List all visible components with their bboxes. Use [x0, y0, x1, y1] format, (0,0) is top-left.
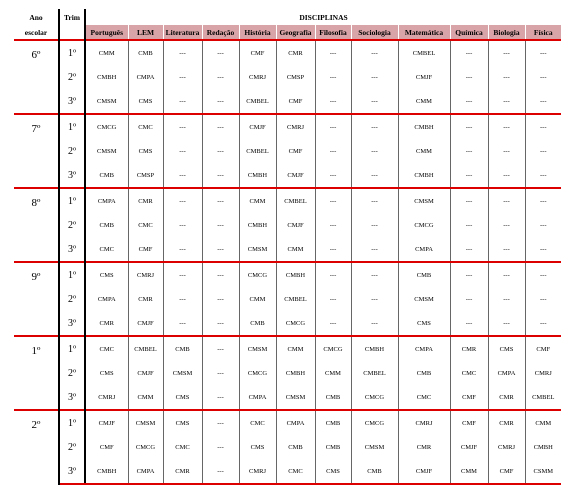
assignment-cell: CMS — [488, 336, 525, 361]
assignment-cell: --- — [351, 163, 398, 188]
assignment-cell: --- — [202, 459, 239, 484]
assignment-cell: --- — [450, 213, 488, 237]
assignment-cell: --- — [202, 385, 239, 410]
table-row — [14, 89, 561, 114]
assignment-cell: CMC — [85, 237, 128, 262]
assignment-cell: --- — [450, 139, 488, 163]
assignment-cell: --- — [525, 89, 561, 114]
assignment-cell: CMSM — [239, 237, 276, 262]
assignment-cell: CMM — [525, 410, 561, 435]
assignment-cell: CMBH — [276, 262, 315, 287]
assignment-cell: CMF — [85, 435, 128, 459]
disciplinas-header: DISCIPLINAS — [299, 12, 348, 22]
table-row — [14, 262, 561, 287]
assignment-cell: --- — [488, 262, 525, 287]
assignment-cell: CMM — [276, 237, 315, 262]
assignment-cell: --- — [488, 89, 525, 114]
assignment-cell: CMF — [239, 40, 276, 65]
trimester-label: 3º — [59, 311, 85, 336]
assignment-cell: CMF — [128, 237, 163, 262]
assignment-cell: CMBEL — [276, 287, 315, 311]
table-row — [14, 213, 561, 237]
assignment-cell: --- — [488, 40, 525, 65]
assignment-cell: --- — [488, 188, 525, 213]
assignment-cell: CMC — [128, 114, 163, 139]
table-row — [14, 287, 561, 311]
ano-header: Ano — [14, 9, 59, 25]
assignment-cell: CMF — [488, 459, 525, 484]
assignment-cell: CMBH — [276, 361, 315, 385]
assignment-cell: --- — [488, 114, 525, 139]
assignment-cell: CMF — [450, 410, 488, 435]
assignment-cell: CMBEL — [239, 89, 276, 114]
assignment-cell: --- — [202, 89, 239, 114]
assignment-cell: --- — [315, 40, 351, 65]
assignment-cell: --- — [163, 139, 202, 163]
assignment-cell: --- — [202, 114, 239, 139]
assignment-cell: --- — [450, 262, 488, 287]
assignment-cell: CMC — [239, 410, 276, 435]
trimester-label: 3º — [59, 385, 85, 410]
assignment-cell: --- — [163, 213, 202, 237]
assignment-cell: CMBEL — [239, 139, 276, 163]
subject-header: História — [239, 25, 276, 40]
assignment-cell: --- — [488, 163, 525, 188]
assignment-cell: CMSM — [239, 336, 276, 361]
assignment-cell: --- — [315, 139, 351, 163]
assignment-cell: CMR — [488, 410, 525, 435]
assignment-cell: CMBH — [85, 65, 128, 89]
assignment-cell: --- — [525, 311, 561, 336]
assignment-cell: --- — [525, 114, 561, 139]
table-row — [14, 139, 561, 163]
trimester-label: 3º — [59, 163, 85, 188]
assignment-cell: CMS — [315, 459, 351, 484]
subject-header: Redação — [202, 25, 239, 40]
assignment-cell: --- — [488, 311, 525, 336]
assignment-cell: CMJF — [276, 213, 315, 237]
assignment-cell: --- — [351, 139, 398, 163]
assignment-cell: CMSM — [128, 410, 163, 435]
assignment-cell: --- — [202, 213, 239, 237]
assignment-cell: CMPA — [239, 385, 276, 410]
assignment-cell: CMBH — [85, 459, 128, 484]
assignment-cell: --- — [315, 287, 351, 311]
assignment-cell: --- — [202, 435, 239, 459]
year-label: 1º — [14, 336, 59, 410]
assignment-cell: CMBH — [398, 114, 450, 139]
assignment-cell: --- — [202, 287, 239, 311]
table-row — [14, 237, 561, 262]
assignment-cell: --- — [351, 188, 398, 213]
trimester-label: 2º — [59, 139, 85, 163]
trimester-label: 1º — [59, 188, 85, 213]
subject-header: Filosofia — [315, 25, 351, 40]
assignment-cell: CMBEL — [525, 385, 561, 410]
assignment-cell: --- — [450, 65, 488, 89]
table-row — [14, 65, 561, 89]
assignment-cell: CMPA — [398, 336, 450, 361]
trimester-label: 2º — [59, 213, 85, 237]
assignment-cell: --- — [525, 139, 561, 163]
assignment-cell: --- — [202, 139, 239, 163]
trimester-label: 3º — [59, 459, 85, 484]
assignment-cell: CMB — [128, 40, 163, 65]
assignment-cell: CMPA — [398, 237, 450, 262]
assignment-cell: CMC — [276, 459, 315, 484]
assignment-cell: CMJF — [128, 311, 163, 336]
subject-header: Geografia — [276, 25, 315, 40]
assignment-cell: CMM — [239, 287, 276, 311]
trimester-label: 1º — [59, 40, 85, 65]
assignment-cell: CMS — [85, 361, 128, 385]
assignment-cell: CMRJ — [239, 65, 276, 89]
trimester-label: 1º — [59, 336, 85, 361]
assignment-cell: CMPA — [276, 410, 315, 435]
assignment-cell: CMB — [351, 459, 398, 484]
assignment-cell: --- — [163, 262, 202, 287]
assignment-cell: CMBH — [239, 163, 276, 188]
assignment-cell: CMC — [128, 213, 163, 237]
assignment-cell: CMRJ — [488, 435, 525, 459]
assignment-cell: --- — [488, 237, 525, 262]
escolar-header: escolar — [14, 25, 59, 40]
assignment-cell: --- — [488, 287, 525, 311]
assignment-cell: CMRJ — [128, 262, 163, 287]
assignment-cell: CMPA — [128, 459, 163, 484]
assignment-cell: --- — [315, 89, 351, 114]
assignment-cell: --- — [202, 40, 239, 65]
assignment-cell: CMBEL — [276, 188, 315, 213]
assignment-cell: CMRJ — [398, 410, 450, 435]
assignment-cell: --- — [315, 237, 351, 262]
assignment-cell: CMBEL — [128, 336, 163, 361]
disciplines-table — [14, 9, 561, 485]
year-label: 9º — [14, 262, 59, 336]
assignment-cell: --- — [351, 114, 398, 139]
assignment-cell: CMRJ — [525, 361, 561, 385]
assignment-cell: --- — [163, 237, 202, 262]
year-label: 7º — [14, 114, 59, 188]
assignment-cell: --- — [163, 287, 202, 311]
assignment-cell: CMR — [85, 311, 128, 336]
subject-header: Química — [450, 25, 488, 40]
table-row — [14, 385, 561, 410]
assignment-cell: CMSM — [163, 361, 202, 385]
assignment-cell: --- — [525, 188, 561, 213]
assignment-cell: CMR — [450, 336, 488, 361]
assignment-cell: CMS — [128, 139, 163, 163]
assignment-cell: CMR — [488, 385, 525, 410]
assignment-cell: CMS — [239, 435, 276, 459]
assignment-cell: CMS — [163, 385, 202, 410]
assignment-cell: CMF — [450, 385, 488, 410]
assignment-cell: --- — [202, 410, 239, 435]
trimester-label: 1º — [59, 410, 85, 435]
assignment-cell: CMCG — [351, 410, 398, 435]
assignment-cell: --- — [315, 114, 351, 139]
trimester-label: 1º — [59, 262, 85, 287]
assignment-cell: CMPA — [128, 65, 163, 89]
assignment-cell: CMB — [239, 311, 276, 336]
assignment-cell: CMSM — [85, 89, 128, 114]
trimester-label: 3º — [59, 89, 85, 114]
trimester-label: 1º — [59, 114, 85, 139]
assignment-cell: CMB — [85, 163, 128, 188]
assignment-cell: CMF — [276, 89, 315, 114]
assignment-cell: CMC — [398, 385, 450, 410]
assignment-cell: --- — [315, 311, 351, 336]
subject-header: Sociologia — [351, 25, 398, 40]
assignment-cell: CMJF — [276, 163, 315, 188]
table-row — [14, 336, 561, 361]
assignment-cell: CMM — [398, 139, 450, 163]
assignment-cell: CMSM — [276, 385, 315, 410]
assignment-cell: CMRJ — [276, 114, 315, 139]
assignment-cell: CMM — [128, 385, 163, 410]
assignment-cell: --- — [450, 89, 488, 114]
assignment-cell: CMS — [398, 311, 450, 336]
assignment-cell: CMC — [450, 361, 488, 385]
assignment-cell: CMM — [276, 336, 315, 361]
assignment-cell: --- — [202, 311, 239, 336]
assignment-cell: CMC — [85, 336, 128, 361]
assignment-cell: CMSM — [398, 188, 450, 213]
assignment-cell: CMM — [315, 361, 351, 385]
table-row — [14, 188, 561, 213]
assignment-cell: --- — [315, 65, 351, 89]
assignment-cell: --- — [488, 213, 525, 237]
assignment-cell: CMBH — [239, 213, 276, 237]
table-row — [14, 114, 561, 139]
assignment-cell: CMS — [128, 89, 163, 114]
assignment-cell: CMRJ — [239, 459, 276, 484]
assignment-cell: CMB — [398, 262, 450, 287]
assignment-cell: CMPA — [488, 361, 525, 385]
assignment-cell: --- — [351, 65, 398, 89]
assignment-cell: CMS — [85, 262, 128, 287]
assignment-cell: CMF — [276, 139, 315, 163]
trimester-label: 2º — [59, 287, 85, 311]
assignment-cell: CMSM — [85, 139, 128, 163]
assignment-cell: CMJF — [450, 435, 488, 459]
assignment-cell: CMCG — [315, 336, 351, 361]
assignment-cell: CMBH — [525, 435, 561, 459]
assignment-cell: --- — [525, 287, 561, 311]
assignment-cell: CMM — [450, 459, 488, 484]
assignment-cell: CMR — [128, 188, 163, 213]
table-row — [14, 435, 561, 459]
assignment-cell: CMR — [128, 287, 163, 311]
assignment-cell: --- — [450, 237, 488, 262]
schedule-table-container — [14, 9, 561, 487]
assignment-cell: CMB — [315, 410, 351, 435]
trim-header-blank — [59, 25, 85, 40]
assignment-cell: --- — [488, 65, 525, 89]
assignment-cell: --- — [488, 139, 525, 163]
assignment-cell: --- — [202, 188, 239, 213]
assignment-cell: --- — [351, 287, 398, 311]
subject-header: Português — [85, 25, 128, 40]
assignment-cell: CMB — [315, 435, 351, 459]
assignment-cell: CMPA — [85, 188, 128, 213]
assignment-cell: CMSM — [398, 287, 450, 311]
assignment-cell: --- — [525, 65, 561, 89]
assignment-cell: CMR — [276, 40, 315, 65]
assignment-cell: CMCG — [239, 262, 276, 287]
assignment-cell: --- — [315, 213, 351, 237]
assignment-cell: CMCG — [239, 361, 276, 385]
assignment-cell: --- — [351, 237, 398, 262]
assignment-cell: --- — [351, 262, 398, 287]
table-row — [14, 163, 561, 188]
assignment-cell: CMF — [525, 336, 561, 361]
assignment-cell: --- — [450, 163, 488, 188]
assignment-cell: --- — [163, 188, 202, 213]
assignment-cell: --- — [202, 65, 239, 89]
trimester-label: 2º — [59, 361, 85, 385]
table-row — [14, 410, 561, 435]
assignment-cell: --- — [450, 114, 488, 139]
assignment-cell: CMCG — [398, 213, 450, 237]
assignment-cell: CMJF — [239, 114, 276, 139]
table-row — [14, 361, 561, 385]
assignment-cell: CMS — [163, 410, 202, 435]
assignment-cell: CMSP — [128, 163, 163, 188]
assignment-cell: CMBEL — [351, 361, 398, 385]
assignment-cell: CMRJ — [85, 385, 128, 410]
assignment-cell: CMM — [85, 40, 128, 65]
assignment-cell: CMM — [239, 188, 276, 213]
assignment-cell: CMCG — [128, 435, 163, 459]
trim-header: Trim — [59, 9, 85, 25]
table-row — [14, 40, 561, 65]
assignment-cell: CMPA — [85, 287, 128, 311]
assignment-cell: CMR — [398, 435, 450, 459]
table-row — [14, 459, 561, 484]
assignment-cell: CMB — [276, 435, 315, 459]
assignment-cell: CMB — [163, 336, 202, 361]
assignment-cell: --- — [315, 163, 351, 188]
assignment-cell: CMCG — [85, 114, 128, 139]
assignment-cell: --- — [450, 188, 488, 213]
assignment-cell: --- — [450, 287, 488, 311]
assignment-cell: CMM — [398, 89, 450, 114]
assignment-cell: CMJF — [128, 361, 163, 385]
assignment-cell: --- — [163, 114, 202, 139]
assignment-cell: CMCG — [351, 385, 398, 410]
assignment-cell: --- — [163, 311, 202, 336]
assignment-cell: --- — [202, 163, 239, 188]
assignment-cell: --- — [525, 262, 561, 287]
assignment-cell: --- — [163, 89, 202, 114]
assignment-cell: CMB — [315, 385, 351, 410]
assignment-cell: CMBH — [398, 163, 450, 188]
table-row — [14, 311, 561, 336]
assignment-cell: --- — [525, 213, 561, 237]
assignment-cell: --- — [525, 163, 561, 188]
assignment-cell: CMCG — [276, 311, 315, 336]
assignment-cell: --- — [202, 237, 239, 262]
assignment-cell: --- — [351, 213, 398, 237]
assignment-cell: --- — [202, 336, 239, 361]
assignment-cell: CMJF — [398, 65, 450, 89]
assignment-cell: --- — [351, 311, 398, 336]
year-label: 8º — [14, 188, 59, 262]
assignment-cell: CSMM — [525, 459, 561, 484]
subject-header: LEM — [128, 25, 163, 40]
assignment-cell: --- — [163, 163, 202, 188]
assignment-cell: --- — [450, 40, 488, 65]
subject-header: Matemática — [398, 25, 450, 40]
assignment-cell: --- — [351, 89, 398, 114]
assignment-cell: CMR — [163, 459, 202, 484]
subject-header: Física — [525, 25, 561, 40]
assignment-cell: CMBH — [351, 336, 398, 361]
assignment-cell: --- — [315, 262, 351, 287]
assignment-cell: --- — [163, 40, 202, 65]
assignment-cell: CMB — [398, 361, 450, 385]
assignment-cell: CMB — [85, 213, 128, 237]
assignment-cell: CMSM — [351, 435, 398, 459]
assignment-cell: --- — [525, 40, 561, 65]
trimester-label: 2º — [59, 65, 85, 89]
assignment-cell: --- — [450, 311, 488, 336]
assignment-cell: --- — [202, 361, 239, 385]
assignment-cell: CMBEL — [398, 40, 450, 65]
assignment-cell: --- — [163, 65, 202, 89]
subject-header: Biologia — [488, 25, 525, 40]
assignment-cell: --- — [315, 188, 351, 213]
assignment-cell: CMSP — [276, 65, 315, 89]
year-label: 2º — [14, 410, 59, 484]
trimester-label: 2º — [59, 435, 85, 459]
assignment-cell: --- — [351, 40, 398, 65]
subject-header: Literatura — [163, 25, 202, 40]
assignment-cell: CMC — [163, 435, 202, 459]
assignment-cell: --- — [202, 262, 239, 287]
assignment-cell: CMJF — [398, 459, 450, 484]
assignment-cell: CMJF — [85, 410, 128, 435]
year-label: 6º — [14, 40, 59, 114]
trimester-label: 3º — [59, 237, 85, 262]
assignment-cell: --- — [525, 237, 561, 262]
